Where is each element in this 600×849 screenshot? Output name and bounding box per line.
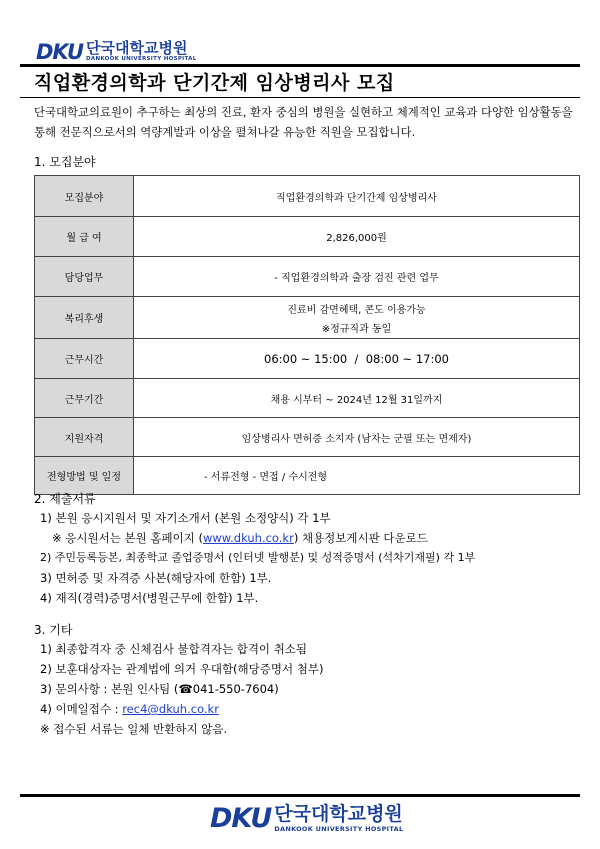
page-title: 직업환경의학과 단기간제 임상병리사 모집 (34, 72, 395, 94)
table-row (35, 257, 580, 297)
list-item: 2) 주민등록등본, 최종학교 졸업증명서 (인터넷 발행분) 및 성적증명서 (석차기재필) 각 1부 (40, 551, 476, 564)
list-item: 1) 본원 응시지원서 및 자기소개서 (본원 소정양식) 각 1부 (40, 511, 331, 525)
logo-name-kr: 단국대학교병원 (274, 802, 403, 825)
table-label: 지원자격 (35, 418, 134, 457)
etc-list (40, 639, 323, 739)
list-item: ※ 접수된 서류는 일체 반환하지 않음. (40, 722, 228, 736)
table-row (35, 379, 580, 418)
recruitment-table (34, 175, 580, 495)
section-heading-1: 1. 모집분야 (34, 155, 96, 169)
table-value: 2,826,000원 (134, 217, 580, 257)
table-label: 전형방법 및 일정 (35, 457, 134, 495)
table-row (35, 418, 580, 457)
list-item: ※ 응시원서는 본원 홈페이지 (www.dkuh.co.kr) 채용정보게시판 다운로드 (52, 531, 428, 545)
benefit-line: 진료비 감면혜택, 콘도 이용가능 (287, 304, 426, 316)
table-label: 모집분야 (35, 176, 134, 217)
logo-name-en: DANKOOK UNIVERSITY HOSPITAL (86, 56, 197, 63)
intro-paragraph: 단국대학교의료원이 추구하는 최상의 진료, 환자 중심의 병원을 실현하고 체계적인 교육과 다양한 임상활동을 통해 전문직으로서의 역량계발과 이상을 펼쳐나갈 유능한 직원을 모집합니다. (34, 105, 573, 139)
table-value: 직업환경의학과 단기간제 임상병리사 (134, 176, 580, 217)
logo-mark: DKU (210, 803, 272, 834)
hospital-logo-top (36, 40, 197, 64)
table-value: 임상병리사 면허증 소지자 (남자는 군필 또는 면제자) (134, 418, 580, 457)
table-label: 근무기간 (35, 379, 134, 418)
table-row (35, 176, 580, 217)
list-item: 1) 최종합격자 중 신체검사 불합격자는 합격이 취소됨 (40, 642, 308, 656)
table-value: 06:00 ~ 15:00 / 08:00 ~ 17:00 (134, 339, 580, 379)
list-item: 4) 재직(경력)증명서(병원근무에 한함) 1부. (40, 591, 259, 605)
table-label: 담당업무 (35, 257, 134, 297)
logo-name-en: DANKOOK UNIVERSITY HOSPITAL (274, 824, 404, 833)
table-row (35, 457, 580, 495)
list-item: 3) 문의사항 : 본원 인사팀 (☎041-550-7604) (40, 682, 279, 696)
section-heading-3: 3. 기타 (34, 623, 73, 637)
table-label: 월 급 여 (35, 217, 134, 257)
documents-list (40, 508, 475, 608)
homepage-link[interactable]: www.dkuh.co.kr (202, 531, 294, 545)
table-label: 복리후생 (35, 297, 134, 339)
logo-mark: DKU (36, 40, 84, 64)
header-rule (20, 64, 580, 67)
table-value (134, 297, 580, 339)
table-row (35, 339, 580, 379)
benefit-note: ※정규직과 동일 (321, 323, 392, 335)
table-row (35, 297, 580, 339)
title-rule (20, 97, 580, 98)
hospital-logo-bottom (210, 803, 403, 834)
list-item: 3) 면허증 및 자격증 사본(해당자에 한함) 1부. (40, 571, 272, 585)
footer-rule (20, 794, 580, 797)
table-row (35, 217, 580, 257)
table-value: - 직업환경의학과 출장 검진 관련 업무 (134, 257, 580, 297)
table-value: - 서류전형 - 면접 / 수시전형 (134, 457, 580, 495)
table-value: 채용 시부터 ~ 2024년 12월 31일까지 (134, 379, 580, 418)
list-item: 2) 보훈대상자는 관계법에 의거 우대함(해당증명서 첨부) (40, 662, 324, 676)
list-item: 4) 이메일접수 : rec4@dkuh.co.kr (40, 702, 219, 716)
logo-name-kr: 단국대학교병원 (86, 39, 188, 58)
section-heading-2: 2. 제출서류 (34, 492, 96, 506)
email-link[interactable]: rec4@dkuh.co.kr (122, 702, 219, 716)
table-label: 근무시간 (35, 339, 134, 379)
